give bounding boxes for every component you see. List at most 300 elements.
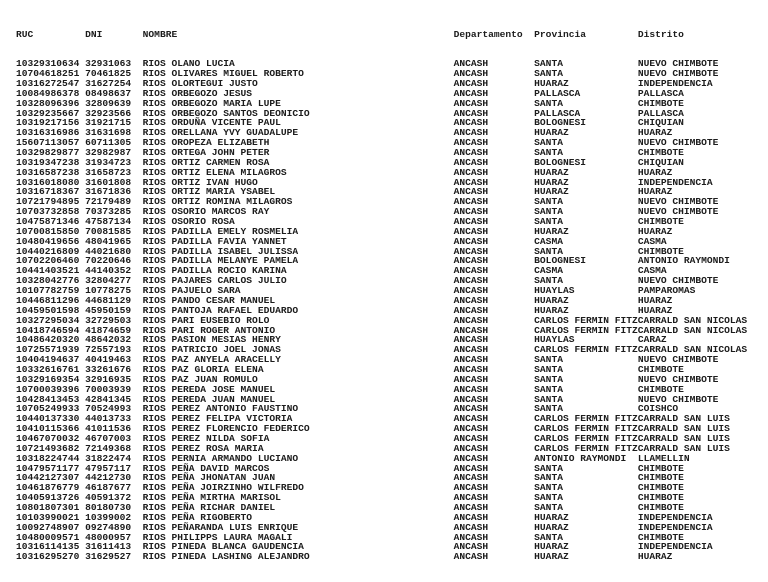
cell-nombre: RIOS PAZ JUAN ROMULO	[142, 373, 454, 385]
column-header-departamento: Departamento	[453, 28, 535, 40]
cell-departamento: ANCASH	[453, 285, 535, 297]
cell-ruc: 10319217156	[16, 117, 86, 129]
cell-nombre: RIOS OSORIO ROSA	[142, 216, 454, 228]
column-header-dni: DNI	[85, 28, 143, 40]
cell-ruc: 10316272547	[16, 78, 86, 90]
cell-provincia: SANTA	[534, 501, 638, 513]
cell-departamento: ANCASH	[453, 492, 535, 504]
cell-distrito: NUEVO CHIMBOTE	[637, 137, 719, 149]
cell-dni: 31631698	[85, 127, 143, 139]
cell-departamento: ANCASH	[453, 137, 535, 149]
cell-distrito: PALLASCA	[637, 87, 684, 99]
cell-distrito: ANTONIO RAYMONDI	[637, 255, 730, 267]
cell-distrito: PALLASCA	[637, 107, 684, 119]
cell-departamento: ANCASH	[453, 156, 535, 168]
cell-nombre: RIOS ORTIZ CARMEN ROSA	[142, 156, 454, 168]
cell-distrito: SAN NICOLAS	[683, 344, 748, 356]
cell-nombre: RIOS ORTIZ IVAN HUGO	[142, 176, 454, 188]
cell-ruc: 10332616761	[16, 363, 86, 375]
cell-distrito: HUARAZ	[637, 304, 673, 316]
cell-nombre: RIOS PASION MESIAS HENRY	[142, 334, 454, 346]
cell-provincia: SANTA	[534, 383, 638, 395]
cell-ruc: 15607113057	[16, 137, 86, 149]
cell-nombre: RIOS PEÑA MIRTHA MARISOL	[142, 492, 454, 504]
cell-ruc: 10410115366	[16, 423, 86, 435]
cell-distrito: NUEVO CHIMBOTE	[637, 68, 719, 80]
cell-ruc: 10103990021	[16, 511, 86, 523]
cell-departamento: ANCASH	[453, 551, 535, 563]
cell-departamento: ANCASH	[453, 383, 535, 395]
cell-provincia: HUARAZ	[534, 127, 638, 139]
cell-distrito: NUEVO CHIMBOTE	[637, 196, 719, 208]
cell-ruc: 10329235667	[16, 107, 86, 119]
cell-distrito: SAN LUIS	[683, 413, 730, 425]
cell-ruc: 10316295270	[16, 551, 86, 563]
cell-ruc: 10328042776	[16, 275, 86, 287]
cell-dni: 47587134	[85, 216, 143, 228]
cell-ruc: 10418746594	[16, 324, 86, 336]
cell-distrito: INDEPENDENCIA	[637, 521, 713, 533]
cell-departamento: ANCASH	[453, 324, 535, 336]
cell-departamento: ANCASH	[453, 87, 535, 99]
cell-dni: 10778275	[85, 285, 143, 297]
cell-provincia: CARLOS FERMIN FITZCARRALD	[534, 314, 684, 326]
table-header-row	[16, 30, 768, 40]
cell-dni: 31921715	[85, 117, 143, 129]
cell-ruc: 10329310634	[16, 58, 86, 70]
cell-nombre: RIOS PEÑARANDA LUIS ENRIQUE	[142, 521, 454, 533]
cell-ruc: 10459501598	[16, 304, 86, 316]
cell-ruc: 10480009571	[16, 531, 86, 543]
cell-departamento: ANCASH	[453, 442, 535, 454]
cell-dni: 32931063	[85, 58, 143, 70]
cell-nombre: RIOS PAJARES CARLOS JULIO	[142, 275, 454, 287]
cell-provincia: SANTA	[534, 482, 638, 494]
cell-departamento: ANCASH	[453, 68, 535, 80]
cell-departamento: ANCASH	[453, 275, 535, 287]
cell-nombre: RIOS PAZ GLORIA ELENA	[142, 363, 454, 375]
cell-provincia: BOLOGNESI	[534, 156, 638, 168]
cell-departamento: ANCASH	[453, 216, 535, 228]
cell-nombre: RIOS ORTIZ ROMINA MILAGROS	[142, 196, 454, 208]
cell-dni: 31601808	[85, 176, 143, 188]
cell-nombre: RIOS PEÑA DAVID MARCOS	[142, 462, 454, 474]
cell-ruc: 10725571939	[16, 344, 86, 356]
cell-distrito: CHIMBOTE	[637, 245, 684, 257]
cell-departamento: ANCASH	[453, 245, 535, 257]
table-row	[16, 552, 768, 562]
cell-provincia: HUARAZ	[534, 511, 638, 523]
cell-dni: 31611413	[85, 541, 143, 553]
cell-dni: 72149368	[85, 442, 143, 454]
cell-provincia: PALLASCA	[534, 107, 638, 119]
cell-departamento: ANCASH	[453, 373, 535, 385]
cell-distrito: HUARAZ	[637, 186, 673, 198]
cell-ruc: 10475871346	[16, 216, 86, 228]
cell-dni: 44681129	[85, 294, 143, 306]
cell-provincia: SANTA	[534, 403, 638, 415]
cell-dni: 70524993	[85, 403, 143, 415]
cell-nombre: RIOS PINEDA BLANCA GAUDENCIA	[142, 541, 454, 553]
cell-dni: 48041965	[85, 235, 143, 247]
cell-ruc: 10107782759	[16, 285, 86, 297]
cell-provincia: CARLOS FERMIN FITZCARRALD	[534, 344, 684, 356]
cell-dni: 40591372	[85, 492, 143, 504]
cell-distrito: CHIMBOTE	[637, 216, 684, 228]
cell-ruc: 10319347238	[16, 156, 86, 168]
cell-dni: 46707003	[85, 432, 143, 444]
cell-departamento: ANCASH	[453, 117, 535, 129]
cell-ruc: 10702206460	[16, 255, 86, 267]
cell-distrito: HUARAZ	[637, 127, 673, 139]
cell-dni: 44013733	[85, 413, 143, 425]
cell-provincia: CARLOS FERMIN FITZCARRALD	[534, 432, 684, 444]
cell-departamento: ANCASH	[453, 511, 535, 523]
cell-nombre: RIOS ORTIZ MARIA YSABEL	[142, 186, 454, 198]
cell-nombre: RIOS PEREZ ROSA MARIA	[142, 442, 454, 454]
cell-provincia: SANTA	[534, 206, 638, 218]
cell-provincia: SANTA	[534, 275, 638, 287]
cell-ruc: 10801807301	[16, 501, 86, 513]
cell-ruc: 10318224744	[16, 452, 86, 464]
cell-nombre: RIOS PEÑA JHONATAN JUAN	[142, 472, 454, 484]
cell-nombre: RIOS OLIVARES MIGUEL ROBERTO	[142, 68, 454, 80]
cell-nombre: RIOS ORBEGOZO JESUS	[142, 87, 454, 99]
cell-ruc: 10405913726	[16, 492, 86, 504]
cell-nombre: RIOS PARI EUSEBIO ROLO	[142, 314, 454, 326]
cell-provincia: HUARAZ	[534, 225, 638, 237]
cell-ruc: 10480419656	[16, 235, 86, 247]
cell-ruc: 10721493682	[16, 442, 86, 454]
cell-departamento: ANCASH	[453, 334, 535, 346]
cell-provincia: SANTA	[534, 393, 638, 405]
cell-departamento: ANCASH	[453, 176, 535, 188]
cell-provincia: HUARAZ	[534, 186, 638, 198]
cell-nombre: RIOS ORDUÑA VICENTE PAUL	[142, 117, 454, 129]
cell-ruc: 10092748907	[16, 521, 86, 533]
cell-ruc: 10467070032	[16, 432, 86, 444]
cell-nombre: RIOS OROPEZA ELIZABETH	[142, 137, 454, 149]
cell-departamento: ANCASH	[453, 403, 535, 415]
cell-distrito: HUARAZ	[637, 551, 673, 563]
cell-provincia: SANTA	[534, 196, 638, 208]
cell-dni: 31822474	[85, 452, 143, 464]
cell-dni: 08498637	[85, 87, 143, 99]
cell-departamento: ANCASH	[453, 521, 535, 533]
cell-ruc: 10316587238	[16, 166, 86, 178]
cell-ruc: 10316018080	[16, 176, 86, 188]
cell-dni: 70081585	[85, 225, 143, 237]
cell-distrito: CASMA	[637, 235, 667, 247]
cell-dni: 31627254	[85, 78, 143, 90]
cell-provincia: CARLOS FERMIN FITZCARRALD	[534, 423, 684, 435]
cell-ruc: 10446811296	[16, 294, 86, 306]
cell-provincia: CARLOS FERMIN FITZCARRALD	[534, 324, 684, 336]
cell-provincia: HUAYLAS	[534, 285, 638, 297]
cell-provincia: SANTA	[534, 216, 638, 228]
cell-provincia: SANTA	[534, 68, 638, 80]
cell-distrito: SAN LUIS	[683, 432, 730, 444]
cell-departamento: ANCASH	[453, 127, 535, 139]
cell-provincia: HUARAZ	[534, 304, 638, 316]
cell-dni: 33261676	[85, 363, 143, 375]
cell-distrito: CHIMBOTE	[637, 492, 684, 504]
cell-provincia: SANTA	[534, 373, 638, 385]
cell-nombre: RIOS PEREZ FLORENCIO FEDERICO	[142, 423, 454, 435]
cell-departamento: ANCASH	[453, 255, 535, 267]
cell-distrito: NUEVO CHIMBOTE	[637, 354, 719, 366]
cell-departamento: ANCASH	[453, 166, 535, 178]
cell-distrito: CHIMBOTE	[637, 147, 684, 159]
cell-provincia: HUARAZ	[534, 166, 638, 178]
cell-nombre: RIOS ORELLANA YVY GUADALUPE	[142, 127, 454, 139]
cell-ruc: 10327295034	[16, 314, 86, 326]
cell-dni: 80180730	[85, 501, 143, 513]
cell-provincia: HUARAZ	[534, 521, 638, 533]
cell-nombre: RIOS PEREZ FELIPA VICTORIA	[142, 413, 454, 425]
cell-departamento: ANCASH	[453, 393, 535, 405]
cell-departamento: ANCASH	[453, 78, 535, 90]
cell-ruc: 10316718367	[16, 186, 86, 198]
cell-departamento: ANCASH	[453, 531, 535, 543]
cell-distrito: CHIMBOTE	[637, 501, 684, 513]
cell-provincia: CASMA	[534, 235, 638, 247]
cell-distrito: CHIMBOTE	[637, 462, 684, 474]
cell-distrito: SAN LUIS	[683, 442, 730, 454]
cell-distrito: INDEPENDENCIA	[637, 176, 713, 188]
cell-ruc: 10441403521	[16, 265, 86, 277]
cell-dni: 31934723	[85, 156, 143, 168]
cell-provincia: HUAYLAS	[534, 334, 638, 346]
cell-provincia: SANTA	[534, 492, 638, 504]
cell-dni: 72179489	[85, 196, 143, 208]
cell-ruc: 10479571177	[16, 462, 86, 474]
cell-nombre: RIOS ORTIZ ELENA MILAGROS	[142, 166, 454, 178]
table-body	[16, 59, 768, 562]
cell-nombre: RIOS PADILLA ROCIO KARINA	[142, 265, 454, 277]
cell-distrito: INDEPENDENCIA	[637, 511, 713, 523]
cell-ruc: 10700039396	[16, 383, 86, 395]
cell-provincia: SANTA	[534, 472, 638, 484]
cell-provincia: SANTA	[534, 245, 638, 257]
cell-provincia: ANTONIO RAYMONDI	[534, 452, 638, 464]
cell-departamento: ANCASH	[453, 501, 535, 513]
ruc-registry-table	[16, 10, 768, 582]
cell-ruc: 10440216809	[16, 245, 86, 257]
cell-distrito: INDEPENDENCIA	[637, 541, 713, 553]
cell-departamento: ANCASH	[453, 472, 535, 484]
cell-departamento: ANCASH	[453, 482, 535, 494]
cell-distrito: CHIQUIAN	[637, 156, 684, 168]
cell-nombre: RIOS PEÑA RICHAR DANIEL	[142, 501, 454, 513]
cell-ruc: 10084986378	[16, 87, 86, 99]
cell-distrito: CASMA	[637, 265, 667, 277]
cell-distrito: COISHCO	[637, 403, 679, 415]
cell-nombre: RIOS ORBEGOZO MARIA LUPE	[142, 97, 454, 109]
cell-ruc: 10442127307	[16, 472, 86, 484]
cell-distrito: INDEPENDENCIA	[637, 78, 713, 90]
cell-distrito: HUARAZ	[637, 166, 673, 178]
cell-provincia: SANTA	[534, 58, 638, 70]
column-header-nombre: NOMBRE	[142, 28, 454, 40]
cell-dni: 46187677	[85, 482, 143, 494]
cell-dni: 70003939	[85, 383, 143, 395]
cell-distrito: SAN LUIS	[683, 423, 730, 435]
cell-distrito: HUARAZ	[637, 294, 673, 306]
cell-nombre: RIOS OLANO LUCIA	[142, 58, 454, 70]
column-header-provincia: Provincia	[534, 28, 638, 40]
column-header-distrito: Distrito	[637, 28, 684, 40]
cell-nombre: RIOS PERNIA ARMANDO LUCIANO	[142, 452, 454, 464]
cell-nombre: RIOS PADILLA ISABEL JULISSA	[142, 245, 454, 257]
cell-nombre: RIOS OSORIO MARCOS RAY	[142, 206, 454, 218]
cell-ruc: 10486420320	[16, 334, 86, 346]
cell-nombre: RIOS PANDO CESAR MANUEL	[142, 294, 454, 306]
cell-distrito: PAMPAROMAS	[637, 285, 696, 297]
cell-departamento: ANCASH	[453, 206, 535, 218]
cell-ruc: 10329829877	[16, 147, 86, 159]
cell-distrito: CHIMBOTE	[637, 363, 684, 375]
cell-dni: 47957117	[85, 462, 143, 474]
cell-departamento: ANCASH	[453, 97, 535, 109]
cell-distrito: CARAZ	[637, 334, 667, 346]
cell-distrito: CHIMBOTE	[637, 482, 684, 494]
cell-distrito: CHIMBOTE	[637, 472, 684, 484]
cell-ruc: 10705249933	[16, 403, 86, 415]
cell-provincia: BOLOGNESI	[534, 117, 638, 129]
cell-ruc: 10461876779	[16, 482, 86, 494]
cell-distrito: NUEVO CHIMBOTE	[637, 206, 719, 218]
cell-departamento: ANCASH	[453, 58, 535, 70]
cell-ruc: 10316316986	[16, 127, 86, 139]
cell-dni: 09274890	[85, 521, 143, 533]
cell-departamento: ANCASH	[453, 235, 535, 247]
cell-nombre: RIOS PHILIPPS LAURA MAGALI	[142, 531, 454, 543]
cell-distrito: CHIMBOTE	[637, 97, 684, 109]
cell-dni: 32804277	[85, 275, 143, 287]
cell-provincia: CARLOS FERMIN FITZCARRALD	[534, 413, 684, 425]
cell-nombre: RIOS ORBEGOZO SANTOS DEONICIO	[142, 107, 454, 119]
cell-ruc: 10721794895	[16, 196, 86, 208]
cell-ruc: 10428413453	[16, 393, 86, 405]
cell-dni: 48000957	[85, 531, 143, 543]
cell-distrito: HUARAZ	[637, 225, 673, 237]
cell-distrito: CHIQUIAN	[637, 117, 684, 129]
cell-nombre: RIOS PATRICIO JOEL JONAS	[142, 344, 454, 356]
cell-dni: 32809639	[85, 97, 143, 109]
cell-dni: 44212730	[85, 472, 143, 484]
cell-dni: 32916935	[85, 373, 143, 385]
cell-provincia: SANTA	[534, 147, 638, 159]
cell-departamento: ANCASH	[453, 452, 535, 464]
cell-provincia: HUARAZ	[534, 551, 638, 563]
cell-departamento: ANCASH	[453, 344, 535, 356]
cell-nombre: RIOS PARI ROGER ANTONIO	[142, 324, 454, 336]
cell-dni: 70373285	[85, 206, 143, 218]
cell-distrito: SAN NICOLAS	[683, 324, 748, 336]
cell-nombre: RIOS PEREDA JOSE MANUEL	[142, 383, 454, 395]
cell-nombre: RIOS PEÑA RIGOBERTO	[142, 511, 454, 523]
cell-distrito: NUEVO CHIMBOTE	[637, 58, 719, 70]
cell-departamento: ANCASH	[453, 304, 535, 316]
cell-departamento: ANCASH	[453, 423, 535, 435]
cell-dni: 31658723	[85, 166, 143, 178]
cell-dni: 41874659	[85, 324, 143, 336]
cell-distrito: CHIMBOTE	[637, 383, 684, 395]
cell-dni: 60711305	[85, 137, 143, 149]
cell-provincia: HUARAZ	[534, 78, 638, 90]
cell-provincia: SANTA	[534, 354, 638, 366]
cell-dni: 40419463	[85, 354, 143, 366]
cell-provincia: PALLASCA	[534, 87, 638, 99]
cell-ruc: 10440137330	[16, 413, 86, 425]
cell-ruc: 10404194637	[16, 354, 86, 366]
cell-dni: 32729503	[85, 314, 143, 326]
cell-departamento: ANCASH	[453, 314, 535, 326]
cell-departamento: ANCASH	[453, 147, 535, 159]
cell-departamento: ANCASH	[453, 265, 535, 277]
cell-nombre: RIOS PADILLA MELANYE PAMELA	[142, 255, 454, 267]
cell-nombre: RIOS PAZ ANYELA ARACELLY	[142, 354, 454, 366]
cell-dni: 44021680	[85, 245, 143, 257]
cell-nombre: RIOS PANTOJA RAFAEL EDUARDO	[142, 304, 454, 316]
cell-departamento: ANCASH	[453, 413, 535, 425]
cell-ruc: 10328096396	[16, 97, 86, 109]
cell-ruc: 10700815850	[16, 225, 86, 237]
cell-provincia: HUARAZ	[534, 176, 638, 188]
cell-distrito: SAN NICOLAS	[683, 314, 748, 326]
cell-dni: 31671836	[85, 186, 143, 198]
cell-departamento: ANCASH	[453, 294, 535, 306]
cell-departamento: ANCASH	[453, 196, 535, 208]
cell-departamento: ANCASH	[453, 363, 535, 375]
cell-provincia: SANTA	[534, 531, 638, 543]
cell-dni: 31629527	[85, 551, 143, 563]
cell-provincia: SANTA	[534, 363, 638, 375]
cell-dni: 32923566	[85, 107, 143, 119]
cell-distrito: NUEVO CHIMBOTE	[637, 275, 719, 287]
cell-nombre: RIOS PAJUELO SARA	[142, 285, 454, 297]
cell-provincia: SANTA	[534, 97, 638, 109]
cell-dni: 42841345	[85, 393, 143, 405]
column-header-ruc: RUC	[16, 28, 86, 40]
cell-nombre: RIOS PADILLA EMELY ROSMELIA	[142, 225, 454, 237]
cell-nombre: RIOS ORTEGA JOHN PETER	[142, 147, 454, 159]
cell-ruc: 10704618251	[16, 68, 86, 80]
cell-distrito: CHIMBOTE	[637, 531, 684, 543]
cell-dni: 32982987	[85, 147, 143, 159]
cell-distrito: LLAMELLIN	[637, 452, 690, 464]
cell-distrito: NUEVO CHIMBOTE	[637, 393, 719, 405]
cell-departamento: ANCASH	[453, 462, 535, 474]
cell-departamento: ANCASH	[453, 107, 535, 119]
cell-departamento: ANCASH	[453, 354, 535, 366]
cell-provincia: HUARAZ	[534, 294, 638, 306]
cell-nombre: RIOS PEREDA JUAN MANUEL	[142, 393, 454, 405]
cell-distrito: NUEVO CHIMBOTE	[637, 373, 719, 385]
cell-dni: 41011536	[85, 423, 143, 435]
cell-ruc: 10329169354	[16, 373, 86, 385]
cell-dni: 70461825	[85, 68, 143, 80]
cell-provincia: SANTA	[534, 462, 638, 474]
cell-ruc: 10703732858	[16, 206, 86, 218]
cell-ruc: 10316114135	[16, 541, 86, 553]
cell-dni: 48642032	[85, 334, 143, 346]
cell-provincia: HUARAZ	[534, 541, 638, 553]
cell-provincia: CARLOS FERMIN FITZCARRALD	[534, 442, 684, 454]
cell-provincia: SANTA	[534, 137, 638, 149]
cell-dni: 72557193	[85, 344, 143, 356]
